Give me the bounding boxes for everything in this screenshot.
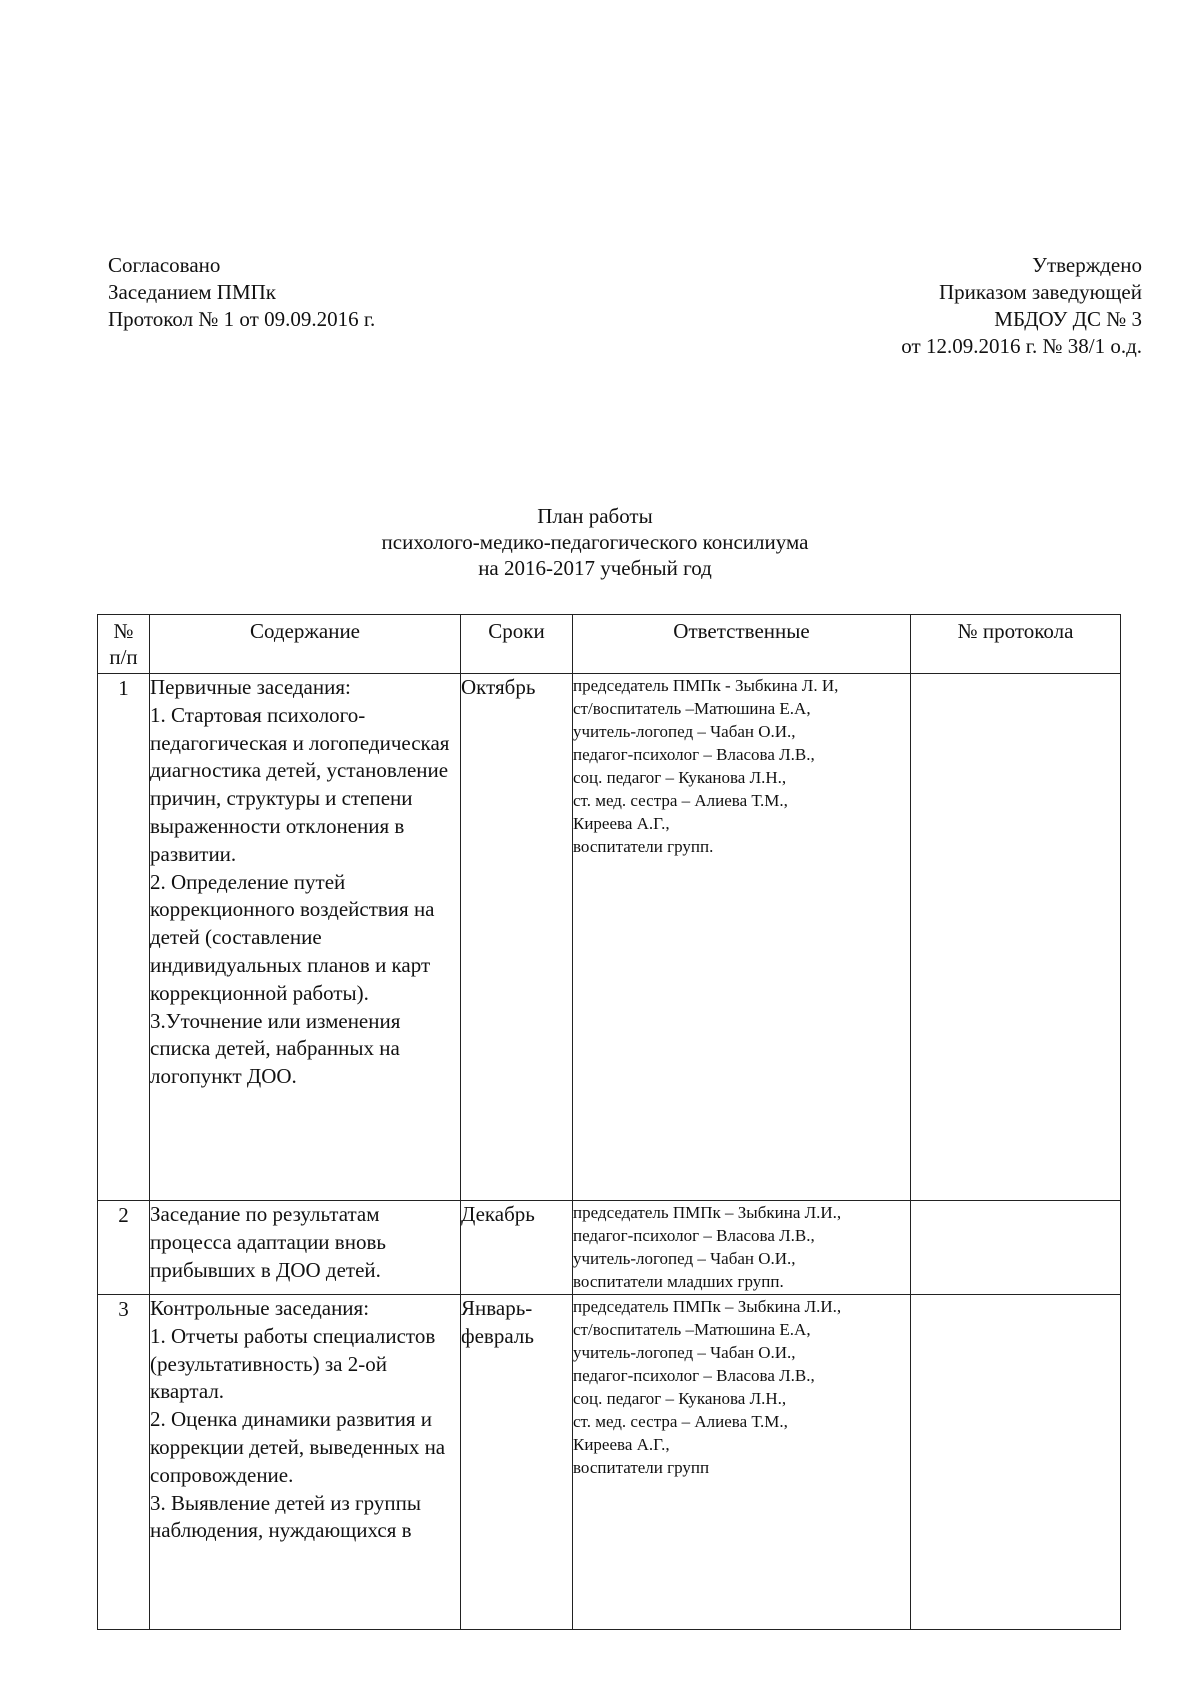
header-content: Содержание [150,615,461,674]
table-row [98,674,1121,1201]
header-protocol: № протокола [911,615,1121,674]
header-term: Сроки [461,615,573,674]
title-line-1: План работы [537,504,653,528]
row-responsible: председатель ПМПк – Зыбкина Л.И., ст/воспитатель –Матюшина Е.А, учитель-логопед – Чабан О.И., педагог-психолог – Власова Л.В., соц. педагог – Куканова Л.Н., ст. мед. сестра – Алиева Т.М., Киреева А.Г., воспитатели групп [573,1295,911,1630]
agreed-line: Согласовано [108,253,221,277]
title-line-2: психолого-медико-педагогического консилиума [381,530,809,554]
row-responsible: председатель ПМПк – Зыбкина Л.И., педагог-психолог – Власова Л.В., учитель-логопед – Чабан О.И., воспитатели младших групп. [573,1201,911,1295]
approved-line: Утверждено [1032,253,1142,277]
row-protocol [911,1201,1121,1295]
row-protocol [911,674,1121,1201]
row-responsible: председатель ПМПк - Зыбкина Л. И, ст/воспитатель –Матюшина Е.А, учитель-логопед – Чабан О.И., педагог-психолог – Власова Л.В., соц. педагог – Куканова Л.Н., ст. мед. сестра – Алиева Т.М., Киреева А.Г., воспитатели групп. [573,674,911,1201]
row-content: Контрольные заседания: 1. Отчеты работы специалистов (результативность) за 2-ой квартал. 2. Оценка динамики развития и коррекции детей, выведенных на сопровождение. 3. Выявление детей из группы наблюдения, нуждающихся в [150,1295,461,1630]
agreed-protocol-line: Протокол № 1 от 09.09.2016 г. [108,307,376,331]
agreed-by-line: Заседанием ПМПк [108,280,277,304]
approved-org-line: МБДОУ ДС № 3 [994,307,1142,331]
row-term: Октябрь [461,674,573,1201]
row-protocol [911,1295,1121,1630]
row-term: Декабрь [461,1201,573,1295]
table-row [98,1201,1121,1295]
approval-agreed-block [108,252,375,333]
title-line-3: на 2016-2017 учебный год [478,556,712,580]
header-num: № п/п [98,615,150,674]
table-row [98,1295,1121,1630]
row-num: 1 [98,674,150,1201]
work-plan-table [97,614,1121,1630]
row-num: 2 [98,1201,150,1295]
row-term: Январь- февраль [461,1295,573,1630]
row-content: Первичные заседания: 1. Стартовая психолого-педагогическая и логопедическая диагностика детей, установление причин, структуры и степени выраженности отклонения в развитии. 2. Определение путей коррекционного воздействия на детей (составление индивидуальных планов и карт коррекционной работы). 3.Уточнение или изменения списка детей, набранных на логопункт ДОО. [150,674,461,1201]
approved-by-line: Приказом заведующей [939,280,1142,304]
row-num: 3 [98,1295,150,1630]
approval-approved-block [901,252,1142,360]
table-header-row [98,615,1121,674]
row-content: Заседание по результатам процесса адаптации вновь прибывших в ДОО детей. [150,1201,461,1295]
approved-order-line: от 12.09.2016 г. № 38/1 о.д. [901,334,1142,358]
document-title [0,503,1190,581]
header-responsible: Ответственные [573,615,911,674]
